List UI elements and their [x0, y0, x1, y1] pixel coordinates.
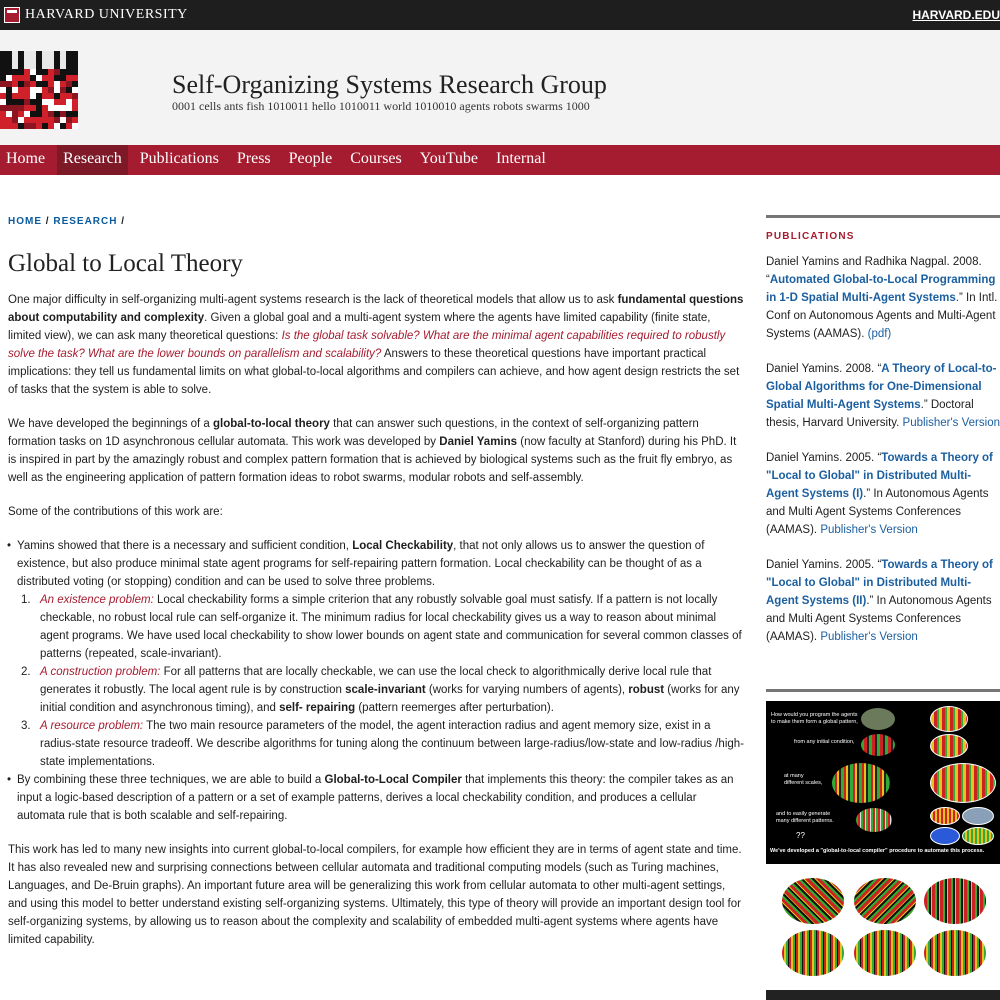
harvard-logo[interactable]: [4, 7, 188, 23]
publication-entry: [766, 360, 1000, 432]
logo-pixel: [72, 123, 78, 129]
site-header: [0, 30, 1000, 145]
site-tagline: 0001 cells ants fish 1010011 hello 1010011 world 1010010 agents robots swarms 1000: [172, 99, 590, 113]
publications-sidebar: [766, 215, 1000, 663]
sidebar-divider: [766, 215, 1000, 218]
bold-text: fundamental questions about computability and complexity: [8, 294, 744, 324]
pattern-blob: [924, 930, 986, 976]
harvard-shield-icon: [4, 7, 20, 23]
breadcrumb-separator: /: [42, 216, 54, 227]
result-pattern: [930, 706, 968, 732]
pattern-blob: [832, 763, 890, 803]
nav-item-internal[interactable]: Internal: [496, 150, 546, 167]
text-run: We have developed the beginnings of a: [8, 418, 214, 430]
nav-item-publications[interactable]: Publications: [139, 150, 219, 167]
harvard-edu-link[interactable]: HARVARD.EDU: [912, 8, 1000, 22]
text-run: , that not only allows us to answer the question of existence, but also produce minimal state agent programs for self-repairing pattern formation. Local checkability can be thought of as a distributed voting (or stopping) condition and can be used to solve three problems.: [17, 540, 705, 588]
pattern-blob: [924, 878, 986, 924]
main-content: [8, 213, 746, 965]
result-pattern: [962, 827, 994, 845]
publication-authors: Daniel Yamins. 2005. “: [766, 559, 882, 571]
next-figure-strip: [766, 990, 1000, 1000]
text-run: . Given a global goal and a multi-agent system where the agents have limited capability (finite state, limited view), we can ask many theoretical questions:: [8, 312, 711, 342]
publisher-version-link[interactable]: Publisher's Version: [820, 631, 918, 643]
contributions-intro: Some of the contributions of this work are:: [8, 506, 223, 518]
publication-entry: [766, 556, 1000, 646]
bold-text: scale-invariant: [345, 684, 426, 696]
figure-caption: at many different scales,: [784, 773, 823, 786]
nav-item-research[interactable]: Research: [57, 145, 128, 175]
pattern-grid-image: [776, 872, 998, 982]
problem-label: A resource problem:: [40, 720, 144, 732]
nav-item-home[interactable]: Home: [6, 150, 46, 167]
publication-authors: Daniel Yamins. 2008. “: [766, 363, 882, 375]
intro-paragraph: [8, 291, 746, 399]
text-run: One major difficulty in self-organizing multi-agent systems research is the lack of theoretical models that allow us to ask: [8, 294, 618, 306]
pattern-blob: [861, 708, 895, 730]
figure-caption: We've developed a "global-to-local compiler" procedure to automate this process.: [770, 848, 985, 854]
publication-venue: .” Doctoral thesis, Harvard University.: [766, 399, 974, 429]
breadcrumb: [8, 213, 746, 231]
text-run: For all patterns that are locally checkable, we can use the local check to algorithmically derive local rule that generates it robustly. The local agent rule is by construction: [40, 666, 712, 696]
result-pattern: [930, 827, 960, 845]
bold-text: self- repairing: [279, 702, 356, 714]
text-run: that implements this theory: the compiler takes as an input a logic-based description of a pattern or a set of example patterns, derives a local checkability condition, and produces a cellular automata rule that is both scalable and self-repairing.: [17, 774, 734, 822]
problem-label: A construction problem:: [40, 666, 161, 678]
text-run: By combining these three techniques, we are able to build a: [17, 774, 325, 786]
pattern-blob: [782, 930, 844, 976]
figure-caption: from any initial condition,: [794, 739, 855, 745]
nav-item-youtube[interactable]: YouTube: [419, 150, 479, 167]
bold-text: Global-to-Local Compiler: [324, 774, 462, 786]
text-run: (now faculty at Stanford) during his PhD. It is inspired in part by the amazingly robust and complex pattern formation that is achieved by biological systems such as the fruit fly embryo, as well as the engineering application of pattern formation ideas to robot swarms, modular robots and self-assembly.: [8, 436, 737, 484]
highlighted-questions: Is the global task solvable? What are the minimal agent capabilities required to robustly solve the task? What are the lower bounds on parallelism and scalability?: [8, 330, 726, 360]
publication-authors: Daniel Yamins. 2005. “: [766, 452, 882, 464]
text-run: that can answer such questions, in the context of self-organizing pattern formation tasks on 1D asynchronous cellular automata. This work was developed by: [8, 418, 699, 448]
conclusion-paragraph: This work has led to many new insights into current global-to-local compilers, for example how efficient they are in terms of agent state and time. It has also revealed new and surprising connections between cellular automata and traditional computing models (such as Turing machines, Languages, and De-Bruin graphs). An important future area will be generalizing this work from cellular automata to other multi-agent settings, and using this model to better understand existing self-organizing systems. Ultimately, this type of theory will provide an important design tool for self-organizing systems, by allowing us to reason about the complexity and scalability of embedded multi-agent systems where agents have limited capability.: [8, 844, 742, 946]
site-title[interactable]: Self-Organizing Systems Research Group: [172, 70, 607, 99]
breadcrumb-research-link[interactable]: RESEARCH: [53, 216, 118, 227]
result-pattern: [930, 763, 996, 803]
publication-title-link[interactable]: Automated Global-to-Local Programming in 1-D Spatial Multi-Agent Systems: [766, 274, 996, 304]
figure-caption: How would you program the agents to make them form a global pattern,: [771, 712, 858, 725]
text-run: Local checkability forms a simple criterion that any robustly solvable goal must satisfy. If a pattern is not locally checkable, no robust local rule can self-organize it. The minimum radius for local checkability gives us a way to reason about minimal agent programs. We have used local checkability to show lower bounds on agent state and communication for several common classes of patterns (repeated, scale-invariant).: [40, 594, 742, 660]
pdf-link[interactable]: (pdf): [867, 328, 892, 340]
problem-label: An existence problem:: [40, 594, 154, 606]
text-run: The two main resource parameters of the model, the agent interaction radius and agent memory size, exist in a radius-state resource tradeoff. We describe algorithms for tuning along the continuum between large-radius/low-state and low-radius /high-state implementations.: [40, 720, 745, 768]
main-nav: [0, 145, 1000, 175]
list-number: 3.: [21, 720, 31, 732]
nav-item-courses[interactable]: Courses: [350, 150, 402, 167]
list-item: [21, 663, 746, 717]
text-run: Answers to these theoretical questions have important practical implications: they tell us fundamental limits on what global-to-local algorithms and compilers can achieve, and how agent design restricts the set of tasks that the system is able to solve.: [8, 348, 740, 396]
nav-item-people[interactable]: People: [288, 150, 333, 167]
list-item: [21, 591, 746, 663]
publication-title-link[interactable]: Towards a Theory of "Local to Global" in Distributed Multi-Agent Systems (I): [766, 452, 993, 500]
publication-venue: .” In Autonomous Agents and Multi Agent Systems Conferences (AAMAS).: [766, 488, 989, 536]
publication-title-link[interactable]: Towards a Theory of "Local to Global" in Distributed Multi-Agent Systems (II): [766, 559, 993, 607]
text-run: (pattern reemerges after perturbation).: [355, 702, 554, 714]
publication-authors: Daniel Yamins and Radhika Nagpal. 2008. “: [766, 256, 982, 286]
publisher-version-link[interactable]: Publisher's Version: [820, 524, 918, 536]
nav-item-press[interactable]: Press: [236, 150, 271, 167]
problems-list: [21, 591, 746, 771]
breadcrumb-trail: /: [117, 216, 126, 227]
sidebar-divider: [766, 689, 1000, 692]
publication-entry: [766, 253, 1000, 343]
bold-text: global-to-local theory: [213, 418, 330, 430]
group-logo-icon[interactable]: [0, 51, 78, 129]
contributions-list: [8, 537, 746, 825]
breadcrumb-home-link[interactable]: HOME: [8, 216, 42, 227]
figure-caption: and to easily generate many different patterns.: [776, 811, 834, 824]
result-pattern: [930, 807, 960, 825]
result-pattern: [930, 734, 968, 758]
pattern-blob: [854, 878, 916, 924]
publications-heading: PUBLICATIONS: [766, 231, 855, 242]
publication-title-link[interactable]: A Theory of Local-to-Global Algorithms for One-Dimensional Spatial Multi-Agent Systems: [766, 363, 997, 411]
page-title: Global to Local Theory: [8, 250, 243, 277]
compiler-diagram-image: [766, 701, 1000, 864]
bold-text: Local Checkability: [352, 540, 454, 552]
publisher-version-link[interactable]: Publisher's Version: [902, 417, 1000, 429]
pattern-blob: [856, 808, 892, 832]
bold-text: robust: [628, 684, 665, 696]
list-item: [8, 537, 746, 771]
text-run: (works for varying numbers of agents),: [425, 684, 629, 696]
text-run: Yamins showed that there is a necessary and sufficient condition,: [17, 540, 353, 552]
result-pattern: [962, 807, 994, 825]
publication-venue: .” In Intl. Conf on Autonomous Agents and Multi-Agent Systems (AAMAS).: [766, 292, 998, 340]
harvard-topbar: [0, 0, 1000, 30]
harvard-university-label: HARVARD UNIVERSITY: [25, 7, 188, 22]
pattern-blob: [861, 734, 895, 756]
pattern-blob: [854, 930, 916, 976]
pattern-blob: [782, 878, 844, 924]
publication-entry: [766, 449, 1000, 539]
theory-paragraph: [8, 415, 746, 487]
bold-text: Daniel Yamins: [439, 436, 518, 448]
list-number: 1.: [21, 594, 31, 606]
figure-caption: ??: [796, 831, 805, 840]
text-run: (works for any initial condition and asynchronous timing), and: [40, 684, 740, 714]
list-number: 2.: [21, 666, 31, 678]
list-item: [8, 771, 746, 825]
list-item: [21, 717, 746, 771]
publication-venue: .” In Autonomous Agents and Multi Agent Systems Conferences (AAMAS).: [766, 595, 992, 643]
